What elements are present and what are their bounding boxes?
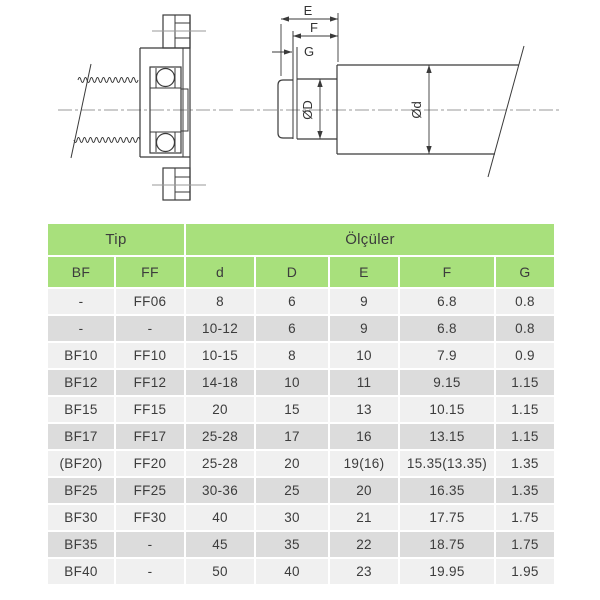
break-line — [488, 46, 524, 177]
table-cell: FF17 — [116, 424, 184, 449]
table-cell: 20 — [256, 451, 328, 476]
table-cell: (BF20) — [48, 451, 114, 476]
table-cell: BF40 — [48, 559, 114, 584]
table-cell: BF12 — [48, 370, 114, 395]
column-header-G: G — [496, 257, 554, 287]
table-group-header-row — [48, 224, 554, 255]
table-cell: 19.95 — [400, 559, 494, 584]
table-cell: 15.35(13.35) — [400, 451, 494, 476]
table-cell: FF30 — [116, 505, 184, 530]
table-cell: 1.35 — [496, 451, 554, 476]
table-row — [48, 532, 554, 557]
table-cell: - — [116, 532, 184, 557]
table-cell: 9 — [330, 289, 398, 314]
dim-label-e: E — [303, 3, 313, 18]
table-cell: 16 — [330, 424, 398, 449]
table-cell: 25-28 — [186, 451, 254, 476]
table-cell: 9 — [330, 316, 398, 341]
table-cell: 40 — [186, 505, 254, 530]
table-cell: - — [116, 316, 184, 341]
table-cell: 0.9 — [496, 343, 554, 368]
table-cell: FF10 — [116, 343, 184, 368]
table-cell: 35 — [256, 532, 328, 557]
table-cell: 16.35 — [400, 478, 494, 503]
table-row — [48, 424, 554, 449]
shaft-end-drawing — [240, 13, 560, 177]
table-cell: 6 — [256, 289, 328, 314]
table-cell: 15 — [256, 397, 328, 422]
table-cell: FF20 — [116, 451, 184, 476]
column-header-bf: BF — [48, 257, 114, 287]
table-cell: 14-18 — [186, 370, 254, 395]
table-row — [48, 559, 554, 584]
table-cell: 17 — [256, 424, 328, 449]
table-cell: 1.95 — [496, 559, 554, 584]
column-header-F: F — [400, 257, 494, 287]
column-header-d: d — [186, 257, 254, 287]
table-cell: 8 — [186, 289, 254, 314]
thread-bottom-line — [74, 138, 140, 143]
table-cell: 10-15 — [186, 343, 254, 368]
table-cell: 0.8 — [496, 289, 554, 314]
table-cell: 9.15 — [400, 370, 494, 395]
table-cell: 10-12 — [186, 316, 254, 341]
dim-label-dia-D: ØD — [300, 100, 315, 120]
table-cell: BF17 — [48, 424, 114, 449]
table-cell: - — [48, 289, 114, 314]
table-cell: 13.15 — [400, 424, 494, 449]
table-cell: BF35 — [48, 532, 114, 557]
table-cell: 20 — [186, 397, 254, 422]
table-row — [48, 370, 554, 395]
table-cell: 45 — [186, 532, 254, 557]
table-column-header-row — [48, 257, 554, 287]
table-cell: 18.75 — [400, 532, 494, 557]
table-row — [48, 316, 554, 341]
table-body — [48, 289, 554, 584]
bolt-boss-bottom — [163, 168, 190, 200]
table-cell: 23 — [330, 559, 398, 584]
table-cell: 11 — [330, 370, 398, 395]
table-cell: - — [48, 316, 114, 341]
column-header-E: E — [330, 257, 398, 287]
table-cell: 10 — [330, 343, 398, 368]
table-cell: FF15 — [116, 397, 184, 422]
table-row — [48, 505, 554, 530]
header-olculer: Ölçüler — [186, 224, 554, 255]
dim-label-dia-d: Ød — [409, 101, 424, 119]
column-header-ff: FF — [116, 257, 184, 287]
table-cell: BF10 — [48, 343, 114, 368]
table-cell: 40 — [256, 559, 328, 584]
dimensions-table — [46, 222, 556, 586]
table-cell: 22 — [330, 532, 398, 557]
table-row — [48, 451, 554, 476]
table-cell: 25-28 — [186, 424, 254, 449]
table-cell: 30 — [256, 505, 328, 530]
table-cell: BF15 — [48, 397, 114, 422]
table-row — [48, 343, 554, 368]
table-cell: FF06 — [116, 289, 184, 314]
table-cell: 19(16) — [330, 451, 398, 476]
table-cell: FF25 — [116, 478, 184, 503]
table-row — [48, 478, 554, 503]
flange-unit-drawing — [58, 15, 234, 200]
table-cell: 1.15 — [496, 424, 554, 449]
table-cell: 21 — [330, 505, 398, 530]
table-cell: 1.35 — [496, 478, 554, 503]
table-cell: 6.8 — [400, 316, 494, 341]
bearing-ball-top — [157, 69, 175, 87]
table-cell: 6 — [256, 316, 328, 341]
table-cell: 6.8 — [400, 289, 494, 314]
table-cell: - — [116, 559, 184, 584]
table-cell: 1.15 — [496, 370, 554, 395]
table-cell: BF30 — [48, 505, 114, 530]
table-cell: 8 — [256, 343, 328, 368]
column-header-D: D — [256, 257, 328, 287]
table-cell: 1.75 — [496, 532, 554, 557]
technical-drawing — [0, 0, 600, 218]
table-cell: 0.8 — [496, 316, 554, 341]
shaft-end-cap — [278, 80, 293, 138]
dim-label-f: F — [310, 20, 318, 35]
table-cell: 17.75 — [400, 505, 494, 530]
table-cell: 1.75 — [496, 505, 554, 530]
table-cell: 30-36 — [186, 478, 254, 503]
table-cell: BF25 — [48, 478, 114, 503]
table-cell: 10.15 — [400, 397, 494, 422]
header-tip: Tip — [48, 224, 184, 255]
table-cell: 7.9 — [400, 343, 494, 368]
table-cell: 20 — [330, 478, 398, 503]
table-cell: 50 — [186, 559, 254, 584]
dim-label-g: G — [303, 44, 315, 59]
table-cell: 1.15 — [496, 397, 554, 422]
table-cell: FF12 — [116, 370, 184, 395]
break-line — [71, 64, 91, 158]
table-row — [48, 397, 554, 422]
bearing-ball-bottom — [157, 134, 175, 152]
table-cell: 10 — [256, 370, 328, 395]
table-row — [48, 289, 554, 314]
table-cell: 13 — [330, 397, 398, 422]
table-cell: 25 — [256, 478, 328, 503]
